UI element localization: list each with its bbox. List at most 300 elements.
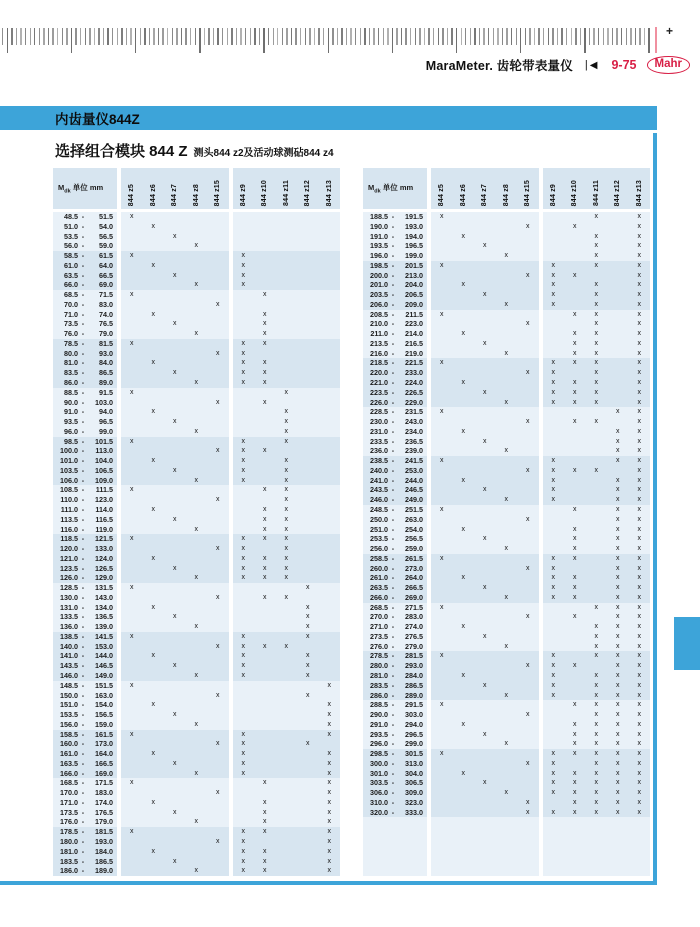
mark-cell <box>276 622 298 632</box>
mark-cell <box>431 378 453 388</box>
mark-cell: x <box>594 466 598 474</box>
mark-cell: x <box>306 623 310 631</box>
mark-cell <box>319 232 341 242</box>
column-group <box>121 358 229 368</box>
mark-cell <box>474 769 496 779</box>
mark-cell: x <box>440 505 444 513</box>
mark-cell <box>319 603 341 613</box>
mark-cell <box>207 417 229 427</box>
range-value: - <box>81 778 85 788</box>
mark-cell: x <box>194 525 198 533</box>
mark-cell: x <box>594 418 598 426</box>
column-group <box>121 329 229 339</box>
mark-cell <box>496 437 518 447</box>
mark-cell: x <box>616 701 620 709</box>
table-row <box>53 515 340 525</box>
range-value: - <box>391 417 395 427</box>
range-value: - <box>391 592 395 602</box>
table-row <box>363 632 650 642</box>
range-cell <box>53 388 117 398</box>
range-value: 306.0 <box>370 788 388 798</box>
range-value: 159.0 <box>95 719 113 729</box>
mark-cell <box>207 573 229 583</box>
mark-cell <box>121 271 143 281</box>
table-row <box>363 651 650 661</box>
mark-cell <box>186 700 208 710</box>
mark-cell <box>517 358 539 368</box>
range-value: 256.0 <box>370 544 388 554</box>
mark-cell: x <box>263 808 267 816</box>
column-group <box>543 378 651 388</box>
ruler-tick <box>525 28 526 45</box>
range-label <box>53 710 117 720</box>
mark-cell <box>207 798 229 808</box>
mark-cell <box>431 691 453 701</box>
mark-cell <box>496 290 518 300</box>
mark-cell <box>164 329 186 339</box>
range-value: - <box>391 788 395 798</box>
mark-cell <box>276 241 298 251</box>
range-value: 84.0 <box>99 358 113 368</box>
column-group <box>543 261 651 271</box>
column-group <box>121 837 229 847</box>
mark-cell: x <box>573 359 577 367</box>
range-cell <box>363 671 427 681</box>
range-cell <box>53 280 117 290</box>
ruler-tick <box>516 28 517 45</box>
mark-cell <box>164 407 186 417</box>
range-cell <box>363 593 427 603</box>
ruler-tick <box>85 28 86 45</box>
mark-cell: x <box>594 369 598 377</box>
section-title-bar <box>0 106 657 130</box>
mark-cell: x <box>241 457 245 465</box>
column-group <box>233 544 341 554</box>
mark-cell <box>233 495 255 505</box>
mark-cell: x <box>637 398 641 406</box>
range-value: - <box>81 465 85 475</box>
column-group <box>431 700 539 710</box>
mark-cell <box>431 339 453 349</box>
column-group <box>431 456 539 466</box>
column-header-label: 844 z9 <box>239 183 247 206</box>
column-group <box>543 710 651 720</box>
mark-cell <box>276 661 298 671</box>
range-label <box>363 788 427 798</box>
column-header <box>496 184 518 209</box>
mark-cell: x <box>263 857 267 865</box>
mark-cell: x <box>483 584 487 592</box>
mark-cell: x <box>263 867 267 875</box>
ruler-tick <box>470 28 471 45</box>
mark-cell <box>474 710 496 720</box>
range-value: - <box>81 329 85 339</box>
range-value: 110.0 <box>60 495 78 505</box>
range-cell <box>363 798 427 808</box>
ruler-tick <box>39 28 40 45</box>
column-group <box>233 505 341 515</box>
mark-cell <box>474 622 496 632</box>
mark-cell <box>496 661 518 671</box>
mark-cell <box>186 642 208 652</box>
table-row <box>53 759 340 769</box>
mark-cell <box>121 358 143 368</box>
mark-cell: x <box>241 838 245 845</box>
range-value: - <box>81 622 85 632</box>
mark-cell <box>164 847 186 857</box>
column-group <box>233 632 341 642</box>
column-group <box>233 388 341 398</box>
mark-cell: x <box>551 388 555 396</box>
table-row <box>363 261 650 271</box>
range-value: 93.5 <box>64 417 78 427</box>
column-header-label: 844 z6 <box>459 183 467 206</box>
ruler-tick <box>612 28 613 45</box>
range-value: 134.0 <box>95 602 113 612</box>
mark-cell <box>319 495 341 505</box>
range-label <box>363 710 427 720</box>
column-group <box>121 437 229 447</box>
mark-cell: x <box>151 457 155 465</box>
column-group <box>431 446 539 456</box>
table-row <box>363 515 650 525</box>
mark-cell <box>474 398 496 408</box>
mark-cell: x <box>573 808 577 816</box>
mark-cell <box>207 388 229 398</box>
range-label <box>363 446 427 456</box>
mark-cell: x <box>327 711 331 719</box>
mark-cell <box>121 310 143 320</box>
mark-cell <box>186 691 208 701</box>
mark-cell <box>164 749 186 759</box>
ruler-tick <box>273 28 274 45</box>
ruler-tick <box>16 28 17 45</box>
mark-cell <box>276 749 298 759</box>
column-group <box>543 778 651 788</box>
mark-cell: x <box>263 359 267 367</box>
mark-cell <box>121 505 143 515</box>
column-group <box>233 271 341 281</box>
mark-cell: x <box>551 476 555 484</box>
ruler-tick <box>240 28 241 45</box>
range-value: - <box>391 651 395 661</box>
mark-cell <box>297 437 319 447</box>
column-group <box>431 398 539 408</box>
mark-cell <box>453 505 475 515</box>
mark-cell: x <box>461 427 465 435</box>
range-value: - <box>81 544 85 554</box>
mark-cell: x <box>594 388 598 396</box>
mark-cell <box>517 427 539 437</box>
range-label <box>53 280 117 290</box>
mark-cell <box>431 466 453 476</box>
mark-cell <box>186 515 208 525</box>
mark-cell <box>496 368 518 378</box>
mark-cell <box>607 378 629 388</box>
range-value: - <box>81 299 85 309</box>
column-group <box>233 339 341 349</box>
mark-cell <box>164 437 186 447</box>
range-label <box>53 632 117 642</box>
range-value: - <box>81 837 85 846</box>
mark-cell <box>474 808 496 818</box>
column-group <box>543 476 651 486</box>
print-ruler <box>2 28 658 54</box>
mark-cell <box>607 339 629 349</box>
range-value: 250.0 <box>370 514 388 524</box>
column-group <box>431 730 539 740</box>
ruler-tick <box>20 28 21 45</box>
mark-cell <box>164 398 186 408</box>
range-value: 243.5 <box>370 485 388 495</box>
range-cell <box>53 290 117 300</box>
range-value: 296.5 <box>405 729 423 739</box>
mark-cell <box>186 232 208 242</box>
column-group <box>121 280 229 290</box>
mark-cell <box>297 798 319 808</box>
column-group <box>121 564 229 574</box>
range-value: 291.0 <box>370 719 388 729</box>
mark-cell: x <box>461 671 465 679</box>
range-value: 223.5 <box>370 387 388 397</box>
mark-cell <box>143 778 165 788</box>
column-group <box>121 681 229 691</box>
column-header-label: 844 z7 <box>171 183 179 206</box>
ruler-tick <box>543 28 544 45</box>
range-cell <box>53 271 117 281</box>
range-value: 199.0 <box>405 251 423 261</box>
range-value: 240.0 <box>370 465 388 475</box>
mark-cell: x <box>241 554 245 562</box>
range-label <box>363 358 427 368</box>
mark-cell <box>517 212 539 222</box>
range-cell <box>53 593 117 603</box>
mark-cell <box>517 583 539 593</box>
mark-cell: x <box>483 535 487 543</box>
mark-cell: x <box>637 750 641 758</box>
mark-cell: x <box>461 232 465 240</box>
mark-cell <box>164 358 186 368</box>
mark-cell <box>607 251 629 261</box>
column-group <box>233 310 341 320</box>
mark-cell <box>276 681 298 691</box>
mark-cell <box>207 525 229 535</box>
range-value: 289.0 <box>405 690 423 700</box>
mark-cell <box>186 788 208 798</box>
column-group <box>543 212 651 222</box>
mark-cell <box>121 319 143 329</box>
ruler-tick <box>360 28 361 45</box>
range-value: 54.0 <box>99 221 113 231</box>
column-group <box>431 476 539 486</box>
range-label <box>53 769 117 779</box>
column-group <box>543 222 651 232</box>
column-header-label: 844 z15 <box>214 179 222 206</box>
mark-cell <box>586 407 608 417</box>
mark-cell: x <box>616 593 620 601</box>
mark-cell: x <box>461 281 465 289</box>
column-group <box>121 593 229 603</box>
range-value: 109.0 <box>95 475 113 485</box>
mark-cell <box>121 427 143 437</box>
mark-cell <box>431 671 453 681</box>
range-value: - <box>81 563 85 573</box>
range-label <box>363 534 427 544</box>
mark-cell <box>564 642 586 652</box>
mark-cell: x <box>594 339 598 347</box>
mark-cell <box>121 837 143 847</box>
range-value: 283.0 <box>405 612 423 622</box>
mark-cell: x <box>173 232 177 240</box>
mark-cell <box>207 817 229 827</box>
table-row <box>53 710 340 720</box>
mark-cell <box>186 681 208 691</box>
mark-cell <box>276 290 298 300</box>
mark-cell <box>517 290 539 300</box>
mark-cell <box>297 778 319 788</box>
mark-cell <box>474 222 496 232</box>
mark-cell <box>164 622 186 632</box>
table-row <box>363 212 650 222</box>
column-group <box>431 485 539 495</box>
range-value: 128.5 <box>60 583 78 593</box>
mark-cell <box>496 485 518 495</box>
mark-cell <box>496 417 518 427</box>
mark-cell: x <box>130 584 134 592</box>
range-value: 283.5 <box>370 680 388 690</box>
column-group <box>431 280 539 290</box>
mark-cell: x <box>483 486 487 494</box>
mark-cell <box>474 515 496 525</box>
mark-cell <box>297 817 319 827</box>
mark-cell <box>586 446 608 456</box>
mark-cell: x <box>637 515 641 523</box>
range-label <box>53 564 117 574</box>
mark-cell: x <box>594 740 598 748</box>
table-row <box>53 671 340 681</box>
range-cell <box>53 681 117 691</box>
mark-cell: x <box>194 281 198 289</box>
mark-cell: x <box>306 691 310 699</box>
ruler-tick <box>66 28 67 45</box>
mark-cell <box>319 427 341 437</box>
ruler-tick <box>538 28 539 45</box>
column-group <box>121 446 229 456</box>
mark-cell <box>586 564 608 574</box>
mark-cell <box>186 554 208 564</box>
range-cell <box>363 642 427 652</box>
mark-cell: x <box>130 291 134 299</box>
column-group <box>233 642 341 652</box>
column-group <box>121 778 229 788</box>
mark-cell <box>164 280 186 290</box>
mark-cell: x <box>306 740 310 748</box>
ruler-tick <box>282 28 283 45</box>
range-label <box>53 700 117 710</box>
mark-cell: x <box>194 623 198 631</box>
mark-cell <box>143 730 165 740</box>
mark-cell: x <box>637 486 641 494</box>
mark-cell: x <box>573 535 577 543</box>
mark-cell: x <box>526 418 530 426</box>
mark-cell: x <box>573 584 577 592</box>
range-value: - <box>81 602 85 612</box>
column-group <box>233 456 341 466</box>
mark-cell <box>143 564 165 574</box>
column-group <box>233 222 341 232</box>
range-label <box>363 505 427 515</box>
mark-cell <box>121 788 143 798</box>
mark-cell <box>186 290 208 300</box>
table-row <box>363 398 650 408</box>
range-value: 236.5 <box>405 436 423 446</box>
mark-cell <box>143 388 165 398</box>
mark-cell <box>207 232 229 242</box>
mark-cell <box>319 564 341 574</box>
range-cell <box>363 525 427 535</box>
mark-cell <box>474 525 496 535</box>
range-label <box>53 290 117 300</box>
range-label <box>53 398 117 408</box>
mark-cell <box>607 368 629 378</box>
ruler-tick <box>185 28 186 45</box>
column-group <box>121 759 229 769</box>
range-value: - <box>81 846 85 856</box>
column-group-header <box>543 168 651 209</box>
column-group <box>121 700 229 710</box>
table-row <box>53 417 340 427</box>
mark-cell: x <box>173 515 177 523</box>
mark-cell <box>121 456 143 466</box>
mark-cell <box>207 808 229 818</box>
mark-cell: x <box>616 642 620 650</box>
mark-cell <box>453 398 475 408</box>
column-group <box>543 446 651 456</box>
column-header <box>629 180 651 209</box>
mark-cell <box>254 495 276 505</box>
mark-cell <box>474 700 496 710</box>
range-value: 254.0 <box>405 524 423 534</box>
table-row <box>53 290 340 300</box>
range-value: - <box>81 670 85 680</box>
column-group <box>431 437 539 447</box>
range-label <box>363 700 427 710</box>
column-group <box>431 290 539 300</box>
range-value: 284.0 <box>405 670 423 680</box>
mark-cell <box>453 778 475 788</box>
range-label <box>53 593 117 603</box>
mark-cell <box>186 759 208 769</box>
table-row <box>53 446 340 456</box>
mark-cell <box>186 300 208 310</box>
mark-cell: x <box>216 838 220 845</box>
range-cell <box>363 700 427 710</box>
range-value: 294.0 <box>405 719 423 729</box>
range-value: 140.0 <box>60 641 78 651</box>
column-group <box>431 241 539 251</box>
mark-cell <box>517 769 539 779</box>
mark-cell <box>254 271 276 281</box>
range-value: 80.0 <box>64 348 78 358</box>
mark-cell <box>517 720 539 730</box>
column-header <box>543 184 565 209</box>
mark-cell <box>453 485 475 495</box>
mark-cell <box>496 476 518 486</box>
column-header <box>297 180 319 209</box>
mark-cell <box>543 730 565 740</box>
mark-cell: x <box>263 320 267 328</box>
range-value: 73.5 <box>64 319 78 329</box>
